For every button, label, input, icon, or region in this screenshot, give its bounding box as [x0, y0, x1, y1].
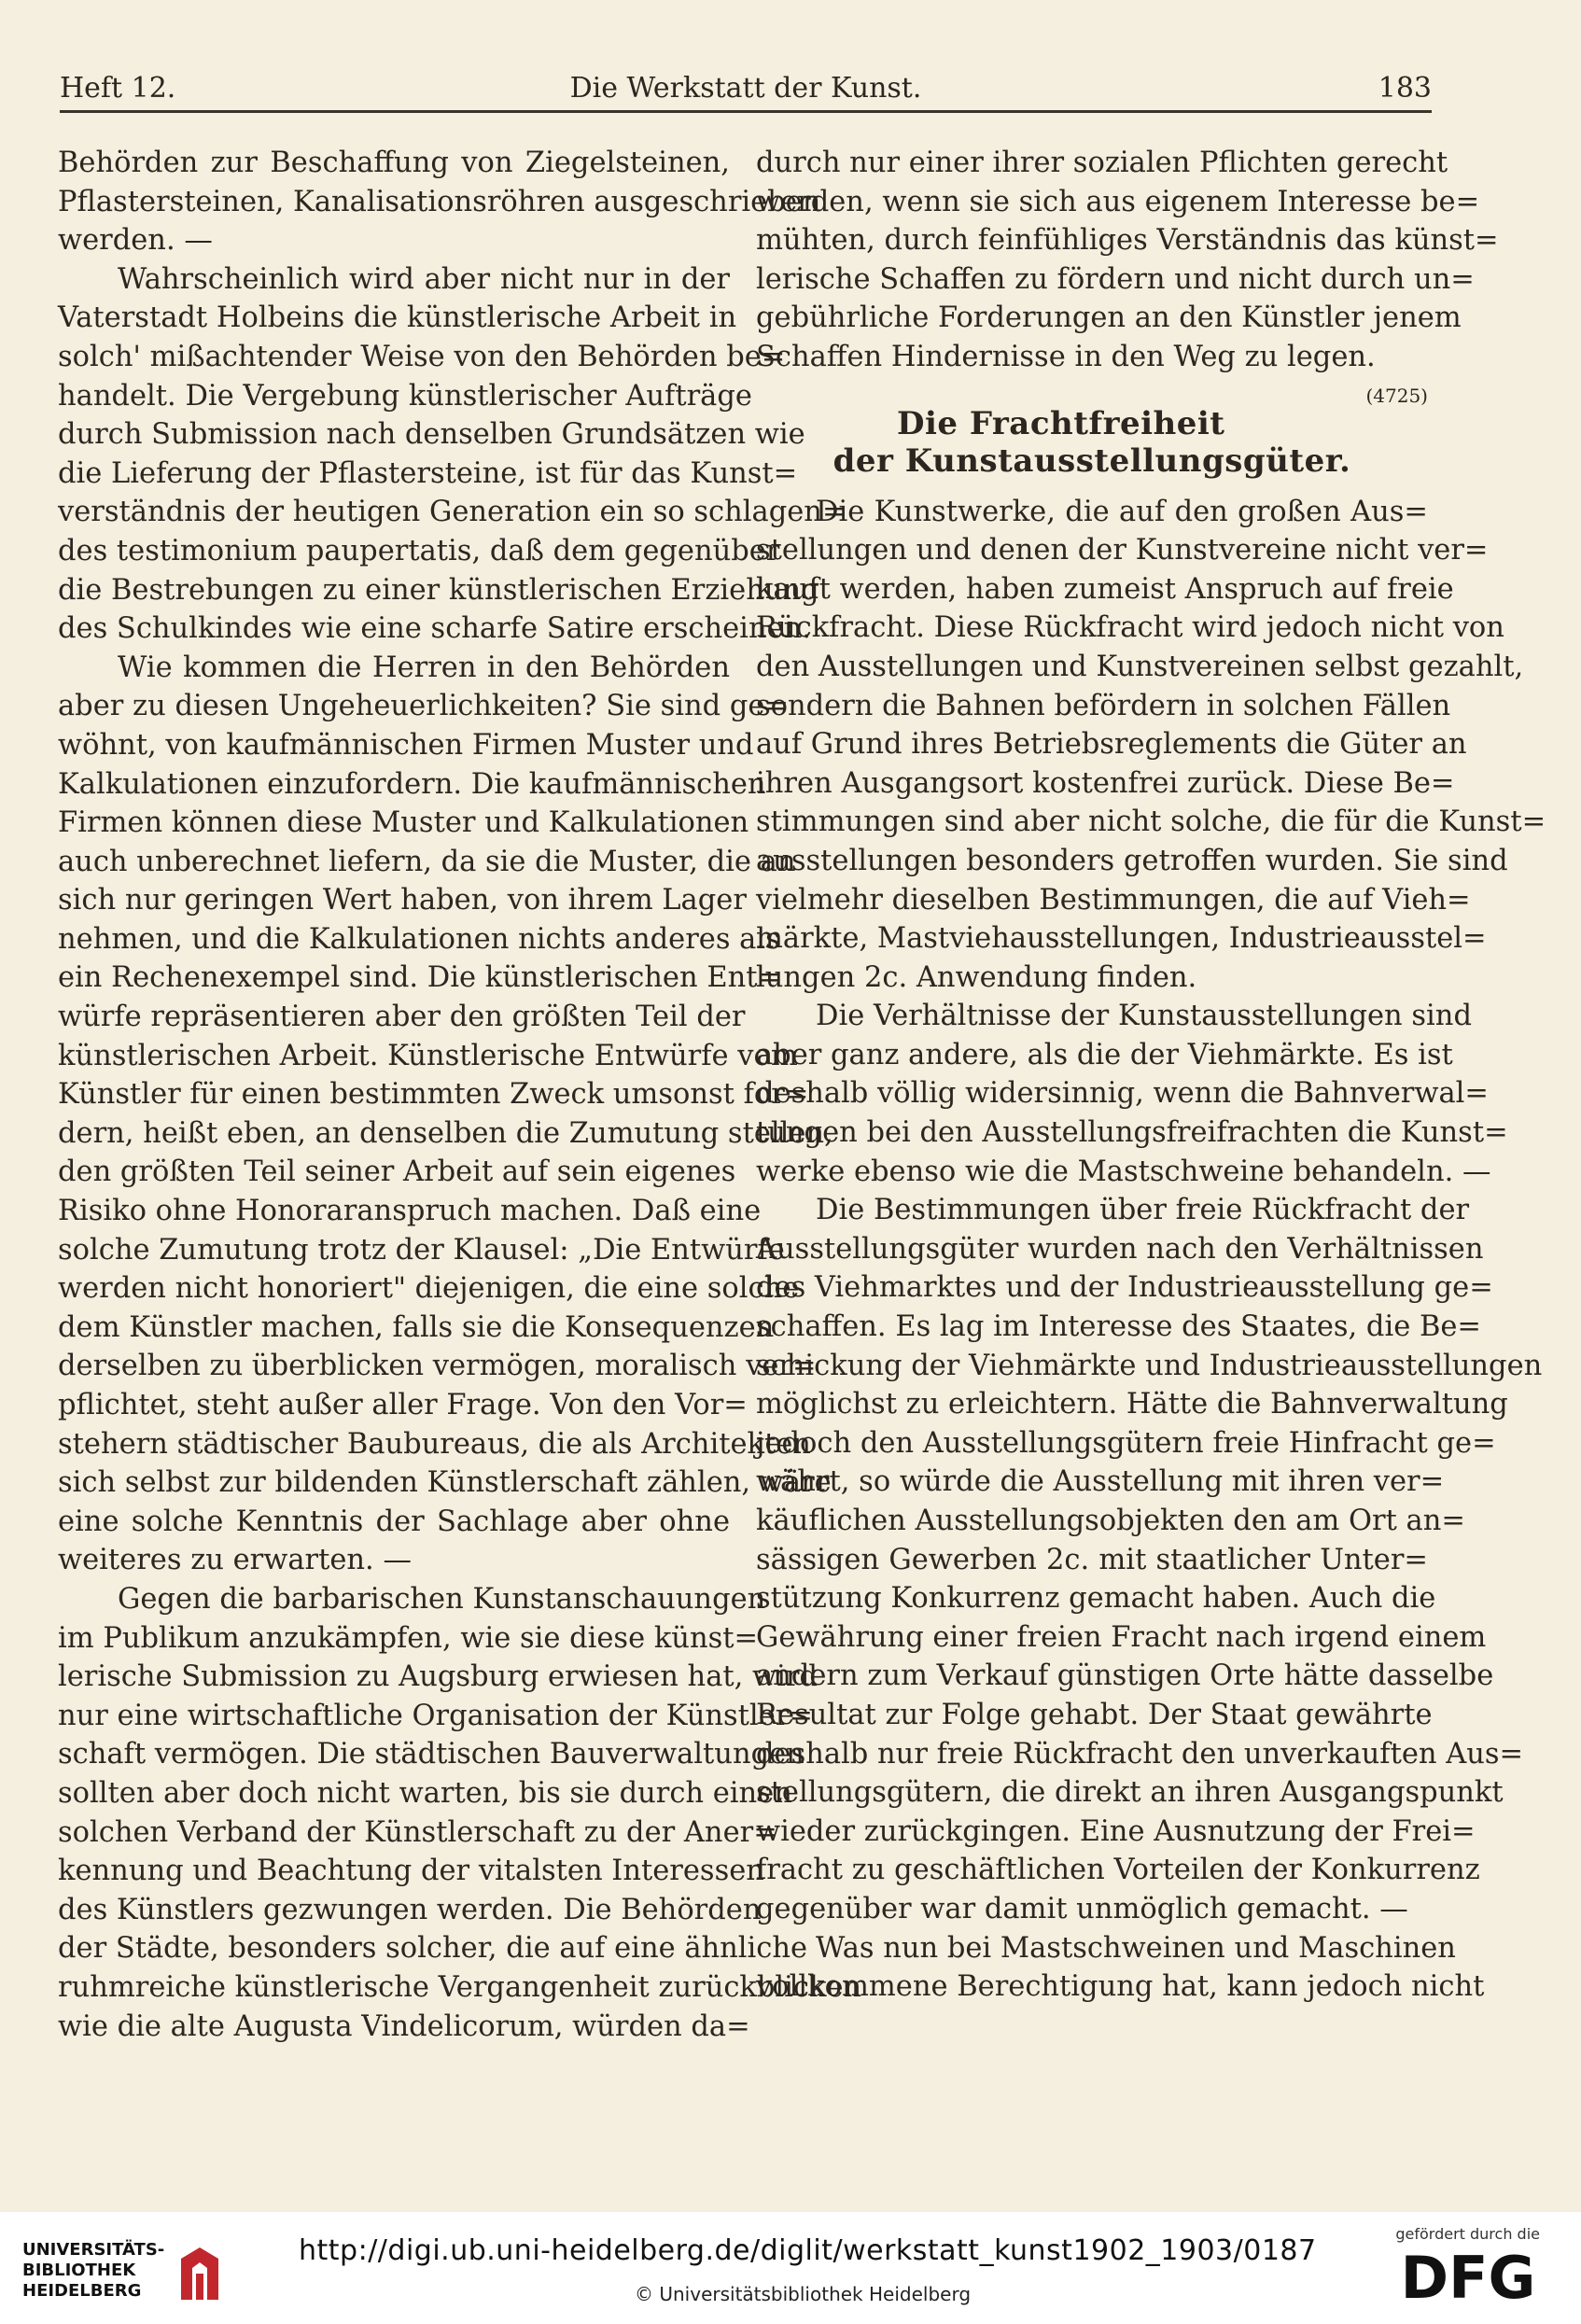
text-line-content: gegenüber war damit unmöglich gemacht. —: [756, 1892, 1408, 1925]
text-line: [58, 998, 746, 1037]
text-line-content: Künstler für einen bestimmten Zweck umsonst for=: [58, 1078, 809, 1112]
text-line-content: wöhnt, von kaufmännischen Firmen Muster und: [58, 728, 754, 762]
text-line-content: Ausstellungsgüter wurden nach den Verhältnissen: [756, 1232, 1484, 1266]
dfg-logo-icon[interactable]: [1389, 2244, 1547, 2307]
text-line: [58, 1037, 798, 1076]
text-line: [58, 1309, 775, 1348]
digitization-footer: [0, 2212, 1581, 2324]
text-line: [756, 1657, 1494, 1696]
text-line-content: weiteres zu erwarten. —: [58, 1544, 412, 1577]
text-line-content: kauft werden, haben zumeist Anspruch auf freie: [756, 572, 1454, 606]
text-line-content: stellungsgütern, die direkt an ihren Ausgangspunkt: [756, 1776, 1504, 1810]
library-name-line: UNIVERSITÄTS-: [22, 2240, 165, 2260]
text-line-content: dem Künstler machen, falls sie die Konsequenzen: [58, 1310, 775, 1344]
text-line: [756, 570, 1454, 609]
text-line-content: nehmen, und die Kalkulationen nichts anderes als: [58, 922, 780, 956]
text-line-content: käuflichen Ausstellungsobjekten den am Ort an=: [756, 1505, 1465, 1537]
text-line: [58, 1619, 759, 1659]
page-number: 183: [1378, 72, 1432, 105]
text-line-content: stützung Konkurrenz gemacht haben. Auch die: [756, 1582, 1436, 1616]
library-logo[interactable]: [22, 2240, 302, 2305]
text-line: [756, 1579, 1436, 1618]
text-line: [58, 1968, 862, 2008]
text-line-content: handelt. Die Vergebung künstlerischer Aufträge: [58, 379, 752, 413]
text-line-content: lerische Submission zu Augsburg erwiesen hat, wird: [58, 1660, 818, 1694]
text-line: [58, 1852, 764, 1891]
text-line: [58, 571, 819, 610]
text-line: [756, 1696, 1433, 1735]
text-line: [58, 920, 780, 959]
text-line-content: sässigen Gewerben 2c. mit staatlicher Unter=: [756, 1543, 1428, 1576]
text-line: [756, 648, 1524, 687]
text-line-content: Die Verhältnisse der Kunstausstellungen sind: [816, 1000, 1472, 1033]
text-line: [756, 493, 1428, 532]
text-line: [58, 687, 790, 726]
text-line-content: Pflastersteinen, Kanalisationsröhren ausgeschrieben: [58, 185, 821, 218]
text-line-content: märkte, Mastviehausstellungen, Industrieausstel=: [756, 922, 1487, 956]
text-line: [58, 1347, 817, 1386]
text-line: [58, 1425, 811, 1464]
text-line: [58, 1503, 730, 1542]
text-line: [58, 726, 754, 765]
text-line: [756, 1385, 1508, 1424]
text-line: [58, 1541, 730, 1580]
text-line: [58, 804, 749, 843]
text-line-content: Behörden zur Beschaffung von Ziegelsteinen,: [58, 147, 730, 179]
text-line-content: Schaffen Hindernisse in den Weg zu legen.: [756, 340, 1376, 373]
text-line-content: im Publikum anzukämpfen, wie sie diese künst=: [58, 1621, 759, 1655]
text-line: [756, 1036, 1453, 1075]
text-line: [756, 881, 1471, 920]
text-line-content: wieder zurückgingen. Eine Ausnutzung der Frei=: [756, 1814, 1476, 1848]
text-line: [756, 1463, 1445, 1502]
left-column: [58, 144, 862, 2046]
text-line: [756, 1191, 1470, 1230]
text-line: [756, 1074, 1489, 1113]
text-line-content: gebührliche Forderungen an den Künstler jenem: [756, 301, 1462, 335]
text-line-content: werden, wenn sie sich aus eigenem Interesse be=: [756, 185, 1480, 218]
text-line-content: vielmehr dieselben Bestimmungen, die auf Vieh=: [756, 883, 1471, 917]
text-line-content: schaffen. Es lag im Interesse des Staates, die Be=: [756, 1310, 1481, 1344]
text-line: [756, 1541, 1428, 1580]
text-line-content: ruhmreiche künstlerische Vergangenheit zurückblicken: [58, 1970, 862, 2004]
text-line: [58, 2008, 750, 2047]
text-line: [756, 1308, 1481, 1347]
text-line-content: die Lieferung der Pflastersteine, ist für das Kunst=: [58, 456, 798, 490]
text-line: [756, 1890, 1428, 1929]
text-line-content: werden. —: [58, 224, 213, 258]
text-line-content: stehern städtischer Baubureaus, die als Architekten: [58, 1427, 811, 1461]
library-emblem-icon: [179, 2246, 220, 2303]
text-line-content: den größten Teil seiner Arbeit auf sein eigenes: [58, 1155, 736, 1189]
text-line-content: Vaterstadt Holbeins die künstlerische Arbeit in: [58, 301, 737, 335]
article-number: (4725): [1365, 384, 1428, 407]
text-line-content: solch' mißachtender Weise von den Behörden be=: [58, 340, 786, 373]
right-column: [756, 144, 1546, 2007]
text-line-content: Die Kunstwerke, die auf den großen Aus=: [816, 495, 1428, 528]
text-line: [58, 959, 782, 998]
text-line: [58, 1774, 792, 1813]
text-line: [756, 803, 1546, 842]
text-line: [58, 649, 730, 688]
text-line-content: sich nur geringen Wert haben, von ihrem Lager: [58, 884, 747, 917]
permalink-url[interactable]: http://digi.ub.uni-heidelberg.de/diglit/werkstatt_kunst1902_1903/0187: [299, 2234, 1317, 2267]
text-line-content: verständnis der heutigen Generation ein so schlagen=: [58, 496, 846, 529]
text-line-content: Risiko ohne Honoraranspruch machen. Daß eine: [58, 1195, 762, 1228]
dfg-logo-text: DFG: [1400, 2244, 1536, 2307]
text-line-content: nur eine wirtschaftliche Organisation der Künstler=: [58, 1699, 813, 1732]
text-line: [58, 144, 730, 183]
text-line-content: die Bestrebungen zu einer künstlerischen Erziehung: [58, 573, 819, 607]
text-line: [756, 725, 1467, 764]
article-body: [756, 493, 1546, 2007]
text-line: [58, 221, 730, 260]
library-name-line: HEIDELBERG: [22, 2281, 142, 2301]
library-name-line: BIBLIOTHEK: [22, 2261, 136, 2280]
text-line-content: sich selbst zur bildenden Künstlerschaft zählen, wäre: [58, 1466, 832, 1500]
text-line-content: lungen 2c. Anwendung finden.: [756, 960, 1197, 994]
text-line-content: Wahrscheinlich wird aber nicht nur in der: [118, 262, 730, 296]
text-line: [756, 1113, 1508, 1153]
copyright-notice: © Universitätsbibliothek Heidelberg: [635, 2283, 972, 2305]
text-line: [58, 183, 821, 222]
text-line: [756, 609, 1504, 648]
text-line-content: solche Zumutung trotz der Klausel: „Die Entwürfe: [58, 1233, 785, 1267]
text-line-content: ihren Ausgangsort kostenfrei zurück. Diese Be=: [756, 766, 1455, 800]
text-line-content: ausstellungen besonders getroffen wurden. Sie sind: [756, 844, 1508, 877]
text-line-content: wie die alte Augusta Vindelicorum, würden da=: [58, 2009, 750, 2043]
text-line-content: möglichst zu erleichtern. Hätte die Bahnverwaltung: [756, 1388, 1508, 1421]
text-line-content: werden nicht honoriert" diejenigen, die eine solche: [58, 1272, 800, 1306]
text-line-content: werke ebenso wie die Mastschweine behandeln. —: [756, 1155, 1491, 1188]
text-line-content: des Viehmarktes und der Industrieausstellung ge=: [756, 1271, 1493, 1305]
text-line-content: Firmen können diese Muster und Kalkulationen: [58, 806, 749, 840]
text-line: [756, 1347, 1543, 1386]
article-heading: [756, 405, 1428, 480]
text-line: [756, 144, 1448, 183]
text-line: [756, 299, 1462, 338]
text-line-content: stellungen und denen der Kunstvereine nicht ver=: [756, 534, 1489, 567]
article-heading-line-2: der Kunstausstellungsgüter.: [832, 441, 1351, 480]
text-line: [58, 881, 747, 920]
text-line-content: Wie kommen die Herren in den Behörden: [118, 651, 730, 684]
text-line-content: des Schulkindes wie eine scharfe Satire erscheinen.: [58, 612, 811, 646]
text-line: [756, 764, 1455, 804]
text-line: [58, 532, 780, 571]
text-line: [756, 1735, 1524, 1774]
library-name: [22, 2240, 164, 2302]
text-line-content: Was nun bei Mastschweinen und Maschinen: [816, 1931, 1456, 1965]
text-line: [58, 1735, 804, 1774]
text-line-content: den Ausstellungen und Kunstvereinen selbst gezahlt,: [756, 650, 1524, 683]
text-line: [58, 1891, 762, 1930]
text-line-content: der Städte, besonders solcher, die auf eine ähnliche: [58, 1932, 808, 1966]
text-line: [756, 842, 1508, 881]
text-line: [58, 1929, 808, 1968]
text-line: [756, 919, 1487, 959]
text-line-content: auch unberechnet liefern, da sie die Muster, die an: [58, 845, 796, 878]
text-line: [58, 415, 805, 455]
text-line: [58, 1153, 736, 1192]
text-line-content: stimmungen sind aber nicht solche, die für die Kunst=: [756, 805, 1546, 839]
text-line-content: tungen bei den Ausstellungsfreifrachten die Kunst=: [756, 1116, 1508, 1150]
text-line-content: würfe repräsentieren aber den größten Teil der: [58, 1001, 746, 1034]
text-line-content: mühten, durch feinfühliges Verständnis das künst=: [756, 224, 1499, 258]
text-line: [58, 1075, 809, 1114]
text-line: [58, 1386, 748, 1425]
text-line-content: Die Bestimmungen über freie Rückfracht der: [816, 1194, 1470, 1227]
text-line-content: vollkommene Berechtigung hat, kann jedoch nicht: [756, 1970, 1485, 2004]
text-line-content: solchen Verband der Künstlerschaft zu der Aner=: [58, 1815, 777, 1849]
text-line: [58, 1192, 762, 1231]
text-line: [756, 531, 1489, 570]
text-line: [58, 843, 796, 882]
text-line: [58, 455, 798, 494]
text-line-content: auf Grund ihres Betriebsreglements die Güter an: [756, 728, 1467, 762]
text-line-content: sollten aber doch nicht warten, bis sie durch einen: [58, 1776, 792, 1810]
text-line-content: fracht zu geschäftlichen Vorteilen der Konkurrenz: [756, 1854, 1480, 1887]
issue-number: Heft 12.: [60, 72, 176, 105]
text-line-content: aber zu diesen Ungeheuerlichkeiten? Sie sind ge=: [58, 690, 790, 723]
text-line-content: künstlerischen Arbeit. Künstlerische Entwürfe vom: [58, 1039, 798, 1072]
article-heading-line-1: Die Frachtfreiheit: [896, 404, 1225, 442]
text-line-content: Gewährung einer freien Fracht nach irgend einem: [756, 1620, 1487, 1654]
text-line: [756, 1502, 1465, 1541]
text-line: [756, 1813, 1476, 1852]
text-line: [58, 1463, 832, 1503]
text-line-content: Resultat zur Folge gehabt. Der Staat gewährte: [756, 1698, 1433, 1731]
text-line-content: kennung und Beachtung der vitalsten Interessen: [58, 1855, 764, 1888]
text-line-content: schaft vermögen. Die städtischen Bauverwaltungen: [58, 1738, 804, 1771]
text-line: [58, 377, 752, 416]
funding-label: gefördert durch die: [1395, 2225, 1540, 2243]
text-line: [756, 1929, 1456, 1968]
previous-article-ending: [756, 144, 1499, 407]
text-line-content: Kalkulationen einzufordern. Die kaufmännischen: [58, 767, 766, 801]
text-line-content: aber ganz andere, als die der Viehmärkte. Es ist: [756, 1038, 1453, 1071]
text-line: [58, 609, 811, 649]
text-line: [756, 338, 1428, 407]
text-line-content: dern, heißt eben, an denselben die Zumutung stellen,: [58, 1116, 833, 1150]
text-line: [756, 1153, 1491, 1192]
text-line: [58, 1813, 777, 1853]
text-line: [58, 299, 737, 338]
text-line-content: des testimonium paupertatis, daß dem gegenüber: [58, 534, 780, 567]
text-line: [756, 997, 1472, 1036]
text-line-content: lerische Schaffen zu fördern und nicht durch un=: [756, 262, 1475, 296]
text-line: [756, 1268, 1493, 1308]
text-line-content: derselben zu überblicken vermögen, moralisch ver=: [58, 1350, 817, 1383]
text-line-content: deshalb nur freie Rückfracht den unverkauften Aus=: [756, 1737, 1524, 1771]
text-line-content: deshalb völlig widersinnig, wenn die Bahnverwal=: [756, 1077, 1489, 1111]
text-line: [756, 1618, 1487, 1658]
text-line: [756, 1967, 1485, 2007]
text-line-content: pflichtet, steht außer aller Frage. Von den Vor=: [58, 1389, 748, 1421]
text-line: [756, 183, 1480, 222]
text-line: [756, 1230, 1484, 1269]
text-line-content: des Künstlers gezwungen werden. Die Behörden: [58, 1893, 762, 1926]
text-line-content: durch nur einer ihrer sozialen Pflichten gerecht: [756, 147, 1448, 179]
text-line-content: Gegen die barbarischen Kunstanschauungen: [118, 1582, 766, 1616]
text-line: [756, 1773, 1504, 1813]
text-line-content: schickung der Viehmärkte und Industrieausstellungen: [756, 1349, 1543, 1382]
text-line: [58, 338, 786, 377]
text-line: [756, 1424, 1496, 1463]
text-line-content: jedoch den Ausstellungsgütern freie Hinfracht ge=: [756, 1426, 1496, 1460]
text-line: [58, 1269, 800, 1309]
running-head: [60, 67, 1432, 113]
text-line: [58, 1231, 785, 1270]
text-line: [58, 1658, 818, 1697]
text-line-content: andern zum Verkauf günstigen Orte hätte dasselbe: [756, 1659, 1494, 1693]
text-line: [756, 959, 1428, 998]
text-line: [58, 493, 846, 532]
text-line: [58, 1697, 813, 1736]
text-line: [756, 687, 1451, 726]
text-line: [756, 260, 1475, 300]
text-line-content: ein Rechenexempel sind. Die künstlerischen Ent=: [58, 961, 782, 995]
text-line: [58, 765, 766, 805]
text-line: [58, 260, 730, 300]
journal-title: Die Werkstatt der Kunst.: [569, 72, 922, 105]
text-line-content: sondern die Bahnen befördern in solchen Fällen: [756, 689, 1451, 722]
text-line-content: Rückfracht. Diese Rückfracht wird jedoch nicht von: [756, 611, 1504, 645]
text-line: [58, 1114, 833, 1154]
text-line: [756, 1851, 1480, 1890]
text-line-content: durch Submission nach denselben Grundsätzen wie: [58, 418, 805, 452]
text-line-content: währt, so würde die Ausstellung mit ihren ver=: [756, 1465, 1445, 1499]
text-line: [756, 221, 1499, 260]
text-line: [58, 1580, 766, 1619]
text-line-content: eine solche Kenntnis der Sachlage aber ohne: [58, 1505, 730, 1538]
